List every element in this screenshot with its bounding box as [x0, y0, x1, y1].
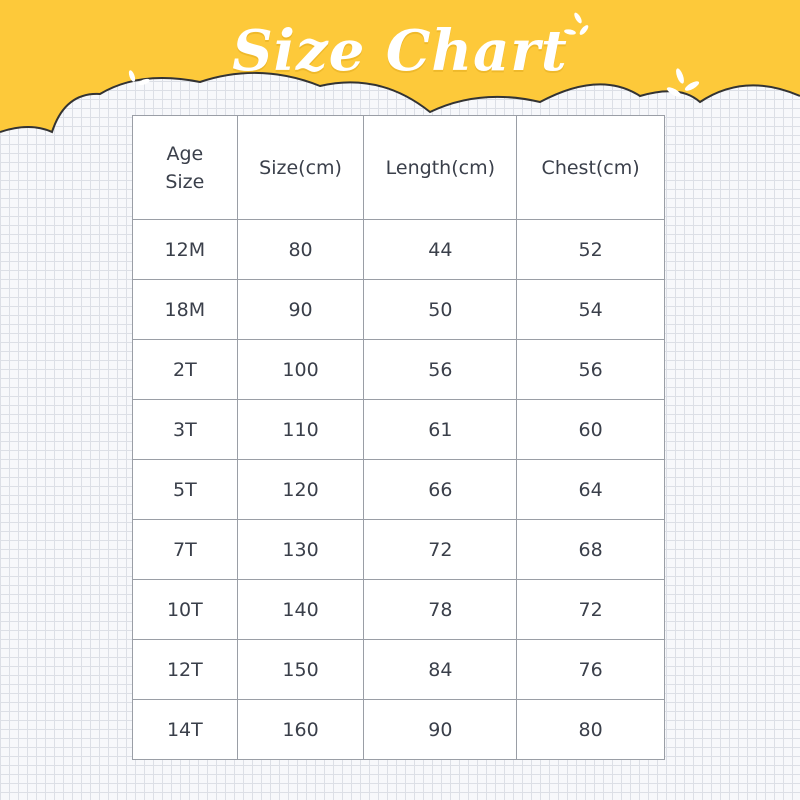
- size-word-header-label: Size: [165, 170, 205, 193]
- length-cell: 84: [364, 640, 517, 700]
- chest-cell: 54: [517, 280, 665, 340]
- age-header-label: Age: [166, 142, 204, 165]
- age-cell: 12T: [133, 640, 238, 700]
- size-cell: 150: [237, 640, 364, 700]
- length-cell: 50: [364, 280, 517, 340]
- table-row: [133, 400, 665, 460]
- length-cell: 90: [364, 700, 517, 760]
- size-cell: 160: [237, 700, 364, 760]
- age-cell: 14T: [133, 700, 238, 760]
- age-cell: 10T: [133, 580, 238, 640]
- size-table: [132, 115, 665, 760]
- length-cell: 56: [364, 340, 517, 400]
- chest-cell: 64: [517, 460, 665, 520]
- table-header-row: [133, 116, 665, 220]
- length-cell: 61: [364, 400, 517, 460]
- chest-cell: 72: [517, 580, 665, 640]
- length-cell: 44: [364, 220, 517, 280]
- table-row: [133, 280, 665, 340]
- length-cm-header: Length(cm): [364, 116, 517, 220]
- table-row: [133, 220, 665, 280]
- size-cell: 110: [237, 400, 364, 460]
- age-cell: 18M: [133, 280, 238, 340]
- size-cell: 140: [237, 580, 364, 640]
- chest-cell: 80: [517, 700, 665, 760]
- age-cell: 3T: [133, 400, 238, 460]
- age-cell: 7T: [133, 520, 238, 580]
- chest-cm-header: Chest(cm): [517, 116, 665, 220]
- length-cell: 66: [364, 460, 517, 520]
- table-row: [133, 340, 665, 400]
- age-cell: 2T: [133, 340, 238, 400]
- size-cm-header: Size(cm): [237, 116, 364, 220]
- table-row: [133, 460, 665, 520]
- length-cell: 72: [364, 520, 517, 580]
- chest-cell: 60: [517, 400, 665, 460]
- size-cell: 130: [237, 520, 364, 580]
- page-title: Size Chart: [232, 18, 568, 84]
- table-row: [133, 700, 665, 760]
- table-row: [133, 640, 665, 700]
- size-cell: 90: [237, 280, 364, 340]
- chest-cell: 76: [517, 640, 665, 700]
- age-cell: 5T: [133, 460, 238, 520]
- size-cell: 120: [237, 460, 364, 520]
- chest-cell: 52: [517, 220, 665, 280]
- table-row: [133, 580, 665, 640]
- chest-cell: 56: [517, 340, 665, 400]
- age-size-header: [133, 116, 238, 220]
- size-cell: 100: [237, 340, 364, 400]
- table-row: [133, 520, 665, 580]
- size-cell: 80: [237, 220, 364, 280]
- chest-cell: 68: [517, 520, 665, 580]
- age-cell: 12M: [133, 220, 238, 280]
- length-cell: 78: [364, 580, 517, 640]
